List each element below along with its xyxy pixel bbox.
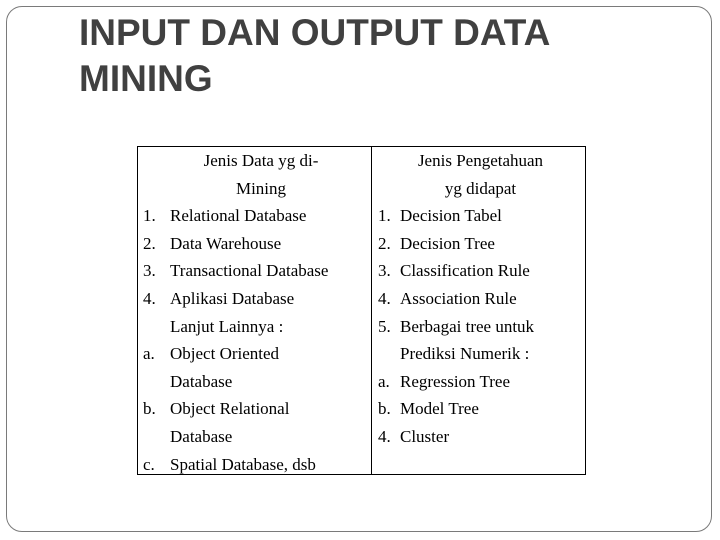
list-item <box>378 423 583 451</box>
list-item-text: Spatial Database, dsb <box>170 454 316 474</box>
list-item-text: Model Tree <box>400 399 479 419</box>
list-marker: 4. <box>143 288 156 308</box>
list-item <box>143 257 369 285</box>
slide-title-line-2: MINING <box>79 58 213 99</box>
list-item <box>378 313 583 341</box>
list-item-text: Cluster <box>400 426 450 446</box>
list-item <box>378 285 583 313</box>
list-item <box>143 451 369 479</box>
list-item-text: Object Relational <box>170 399 290 419</box>
list-marker: a. <box>378 371 390 391</box>
content-table <box>137 146 586 475</box>
list-marker: 4. <box>378 426 391 446</box>
data-types-header-line-1: Jenis Data yg di- <box>203 151 319 170</box>
list-item <box>143 395 369 423</box>
list-item-text: Data Warehouse <box>170 233 282 253</box>
list-marker: 3. <box>143 261 156 281</box>
list-item-text: Relational Database <box>170 206 307 226</box>
list-marker: b. <box>143 399 156 419</box>
list-marker: b. <box>378 399 391 419</box>
knowledge-types-header-line-2: yg didapat <box>444 178 517 198</box>
list-item <box>143 340 369 368</box>
knowledge-types-header-line-1: Jenis Pengetahuan <box>417 151 544 170</box>
list-item-text: Aplikasi Database <box>170 288 295 308</box>
list-item <box>378 202 583 230</box>
list-item-text: Berbagai tree untuk <box>400 316 535 336</box>
list-marker: 3. <box>378 261 391 281</box>
data-types-header-line-2: Mining <box>235 178 287 198</box>
list-item-text: Classification Rule <box>400 261 530 281</box>
list-item-continuation: Lanjut Lainnya : <box>170 316 284 336</box>
slide-title <box>79 10 699 102</box>
knowledge-types-column <box>378 147 583 451</box>
list-item <box>378 368 583 396</box>
list-marker: 2. <box>378 233 391 253</box>
list-item-text: Regression Tree <box>400 371 511 391</box>
list-item-text: Decision Tabel <box>400 206 502 226</box>
list-item-continuation: Database <box>170 371 233 391</box>
list-item-text: Transactional Database <box>170 261 329 281</box>
list-marker: 1. <box>378 206 391 226</box>
list-item-text: Object Oriented <box>170 344 280 364</box>
list-item-continuation: Database <box>170 426 233 446</box>
list-item <box>378 230 583 258</box>
list-marker: 4. <box>378 288 391 308</box>
data-types-column <box>143 147 369 478</box>
list-marker: 1. <box>143 206 156 226</box>
list-item-text: Association Rule <box>400 288 517 308</box>
column-divider <box>371 147 372 474</box>
list-item <box>378 257 583 285</box>
list-item-text: Decision Tree <box>400 233 495 253</box>
slide-title-line-1: INPUT DAN OUTPUT DATA <box>79 12 551 53</box>
list-item <box>378 395 583 423</box>
list-item <box>143 202 369 230</box>
list-item <box>143 285 369 313</box>
list-marker: 2. <box>143 233 156 253</box>
list-marker: c. <box>143 454 155 474</box>
list-item <box>143 230 369 258</box>
list-marker: a. <box>143 344 155 364</box>
list-marker: 5. <box>378 316 391 336</box>
list-item-continuation: Prediksi Numerik : <box>400 344 530 364</box>
